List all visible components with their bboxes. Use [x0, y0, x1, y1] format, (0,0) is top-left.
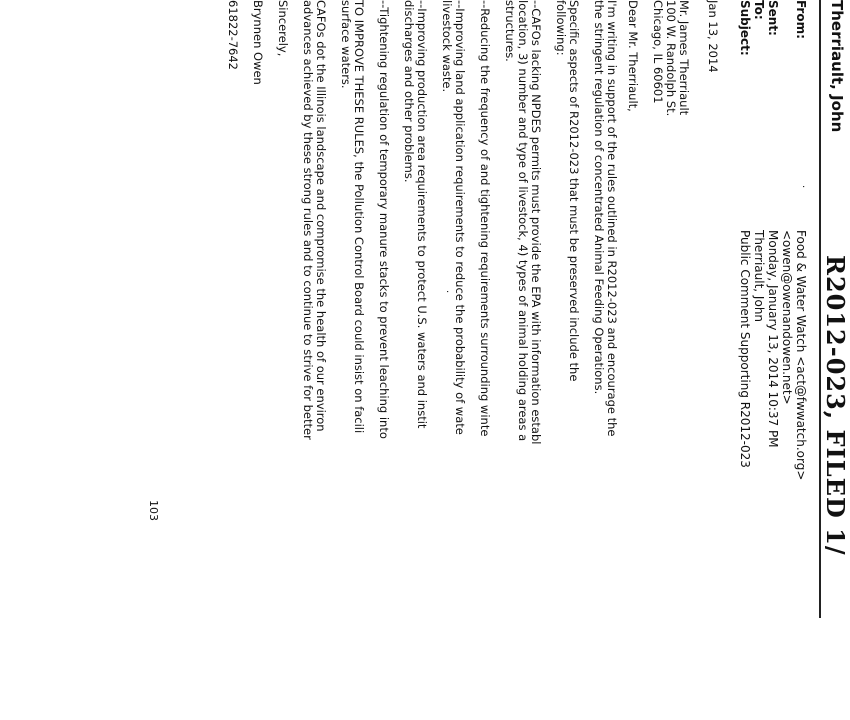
signer-zip: 61822-7642 — [226, 0, 240, 70]
intro-paragraph — [592, 0, 618, 720]
addressee-block — [651, 0, 690, 116]
to-value: Therriault, John — [752, 230, 766, 323]
page-number: 103 — [147, 500, 160, 521]
bullet-winter — [478, 0, 491, 720]
closing-cafos-line-2: advances achieved by these strong rules and to continue to strive for better — [301, 0, 315, 440]
subject-value: Public Comment Supporting R2012-023 — [738, 230, 752, 468]
letter-body — [214, 0, 618, 720]
addressee-name: Mr. James Therriault — [677, 0, 691, 116]
document-page — [50, 0, 850, 618]
bullet-production-area — [402, 0, 428, 720]
filing-stamp: R2012-023, FILED 1/ — [821, 255, 850, 556]
sent-label: Sent: — [766, 0, 780, 36]
sent-value: Monday, January 13, 2014 10:37 PM — [766, 230, 780, 448]
aspects-paragraph — [554, 0, 580, 720]
bullet-npdes-line-2: location, 3) number and type of livestock, 4) types of animal holding areas a — [516, 0, 530, 442]
to-label: To: — [752, 0, 766, 20]
aspects-line-1: Specific aspects of R2012-023 that must be preserved include the — [567, 0, 581, 382]
from-value-email: <owen@owenandowen.net> — [780, 230, 794, 405]
aspects-line-2: following: — [554, 0, 568, 56]
header-divider — [819, 0, 821, 618]
closing-improve-line-2: surface waters. — [339, 0, 353, 89]
bullet-land-application — [440, 0, 466, 720]
closing-cafos — [301, 0, 327, 720]
bullet-land-line-1: --Improving land application requirements to reduce the probability of wate — [453, 0, 467, 435]
intro-line-2: the stringent regulation of concentrated Animal Feeding Operations. — [592, 0, 606, 395]
addressee-street: 100 W. Randolph St. — [664, 0, 678, 117]
bullet-manure-stacks — [377, 0, 390, 720]
closing-cafos-line-1: CAFOs dot the Illinois landscape and compromise the health of our environ — [314, 0, 328, 432]
from-label: From: — [794, 0, 808, 39]
closing-improve-line-1: TO IMPROVE THESE RULES, the Pollution Control Board could insist on facili — [352, 0, 366, 434]
bullet-npdes-line-3: structures. — [503, 0, 517, 62]
bullet-land-line-2: livestock waste. — [440, 0, 454, 93]
intro-line-1: I'm writing in support of the rules outlined in R2012-023 and encourage the — [605, 0, 619, 437]
bullet-production-line-2: discharges and other problems. — [402, 0, 416, 183]
closing-improve — [339, 0, 365, 720]
bullet-npdes — [503, 0, 542, 720]
sender-name: Therriault, John — [828, 0, 846, 133]
bullet-production-line-1: --Improving production area requirements to protect U.S. waters and instit — [415, 0, 429, 429]
signer-name: Brynnen Owen — [251, 0, 265, 85]
addressee-city: Chicago, IL 60601 — [651, 0, 665, 104]
bullet-npdes-line-1: --CAFOs lacking NPDES permits must provide the EPA with information establ — [529, 0, 543, 445]
bullet-winter-line: --Reducing the frequency of and tightening requirements surrounding winte — [478, 0, 492, 437]
subject-label: Subject: — [738, 0, 752, 56]
signoff: Sincerely, — [276, 0, 290, 57]
salutation: Dear Mr. Therriault, — [626, 0, 640, 112]
letter-date: Jan 13, 2014 — [706, 0, 720, 73]
bullet-manure-line: --Tightening regulation of temporary manure stacks to prevent leaching into — [377, 0, 391, 439]
from-value: Food & Water Watch <act@fwwatch.org> — [794, 230, 808, 481]
speck-mark-2: · — [441, 290, 452, 294]
speck-mark: · — [797, 185, 808, 189]
